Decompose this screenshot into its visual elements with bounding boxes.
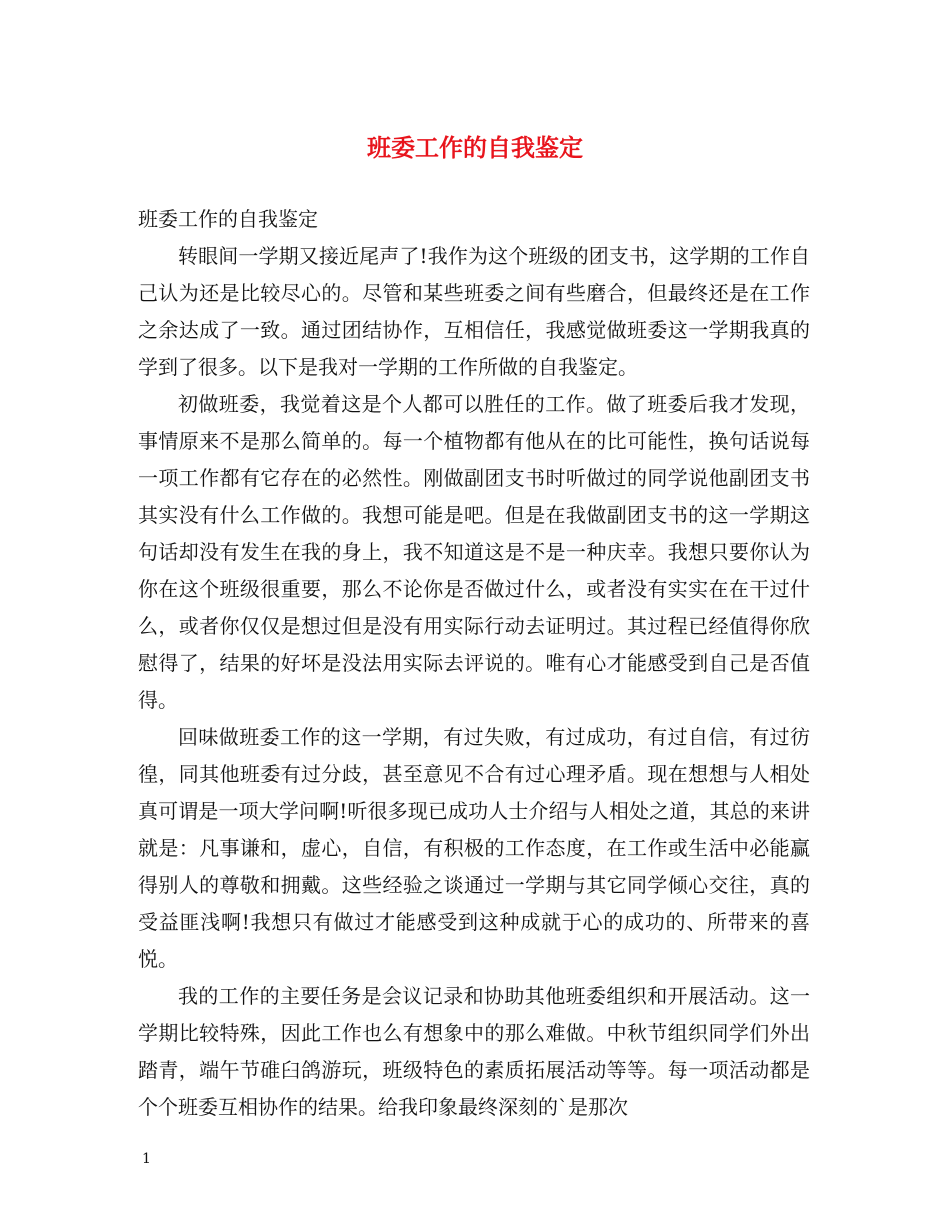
paragraph-2: 初做班委，我觉着这是个人都可以胜任的工作。做了班委后我才发现，事情原来不是那么简单的。每一个植物都有他从在的比可能性，换句话说每一项工作都有它存在的必然性。刚做副团支书时听做过的同学说他副团支书其实没有什么工作做的。我想可能是吧。但是在我做副团支书的这一学期这句话却没有发生在我的身上，我不知道这是不是一种庆幸。我想只要你认为你在这个班级很重要，那么不论你是否做过什么，或者没有实实在在干过什么，或者你仅仅是想过但是没有用实际行动去证明过。其过程已经值得你欣慰得了，结果的好坏是没法用实际去评说的。唯有心才能感受到自己是否值得。 [138, 392, 810, 712]
document-body [138, 201, 810, 1126]
document-title: 班委工作的自我鉴定 [367, 133, 583, 162]
paragraph-1: 转眼间一学期又接近尾声了!我作为这个班级的团支书，这学期的工作自己认为还是比较尽心的。尽管和某些班委之间有些磨合，但最终还是在工作之余达成了一致。通过团结协作，互相信任，我感觉做班委这一学期我真的学到了很多。以下是我对一学期的工作所做的自我鉴定。 [138, 244, 810, 379]
paragraph-3: 回味做班委工作的这一学期，有过失败，有过成功，有过自信，有过彷徨，同其他班委有过分歧，甚至意见不合有过心理矛盾。现在想想与人相处真可谓是一项大学问啊!听很多现已成功人士介绍与人相处之道，其总的来讲就是：凡事谦和，虚心，自信，有积极的工作态度，在工作或生活中必能赢得别人的尊敬和拥戴。这些经验之谈通过一学期与其它同学倾心交往，真的受益匪浅啊!我想只有做过才能感受到这种成就于心的成功的、所带来的喜悦。 [138, 725, 810, 971]
document-subtitle: 班委工作的自我鉴定 [138, 207, 318, 231]
paragraph-4: 我的工作的主要任务是会议记录和协助其他班委组织和开展活动。这一学期比较特殊，因此工作也么有想象中的那么难做。中秋节组织同学们外出踏青，端午节碓臼鸽游玩，班级特色的素质拓展活动等等。每一项活动都是个个班委互相协作的结果。给我印象最终深刻的`是那次 [138, 984, 810, 1119]
page-number: 1 [142, 1151, 151, 1167]
